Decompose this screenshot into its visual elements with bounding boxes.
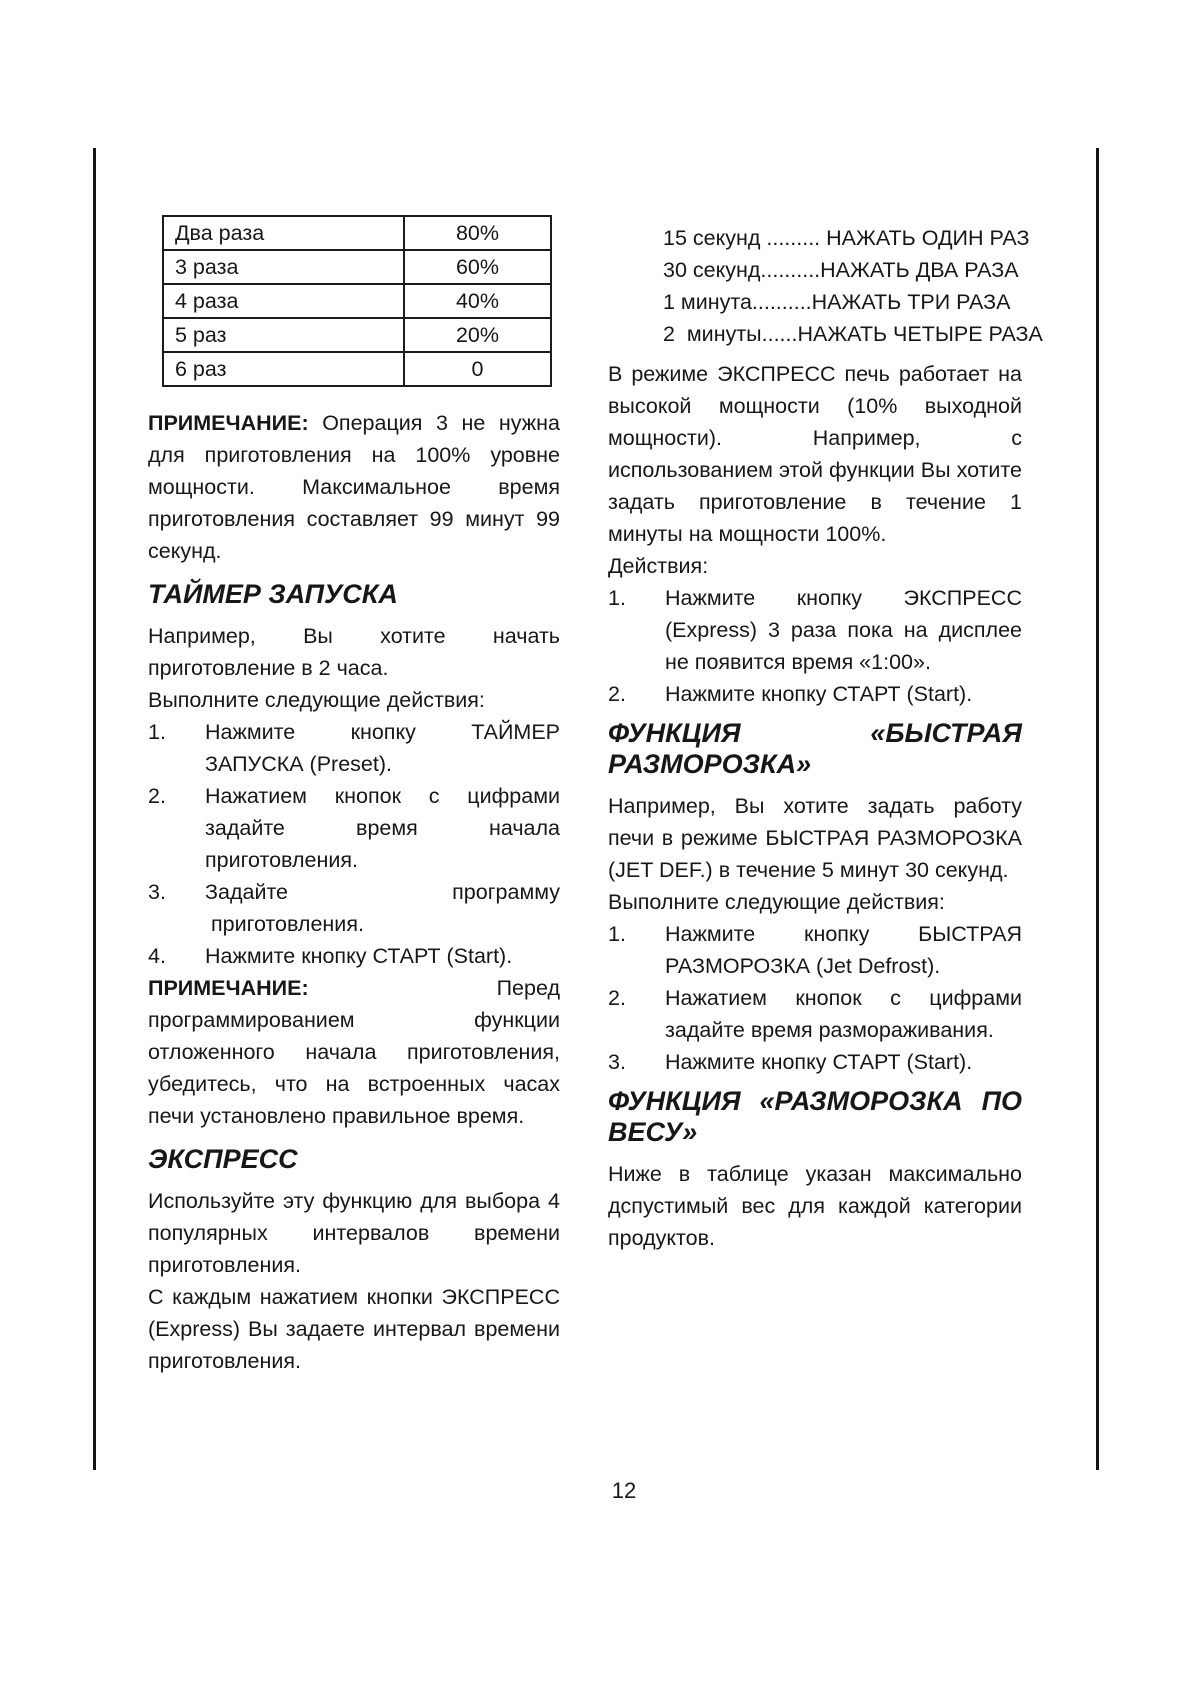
- table-row: [163, 352, 551, 386]
- list-item-text: Нажатием кнопок с цифрами задайте время размораживания.: [665, 986, 1022, 1042]
- heading-line: ФУНКЦИЯ «БЫСТРАЯ: [608, 718, 1022, 748]
- table-cell-value: 80%: [404, 216, 551, 250]
- table-cell-label: 4 раза: [163, 284, 404, 318]
- list-item: [608, 1046, 1022, 1078]
- list-item: [148, 780, 560, 876]
- table-cell-value: 20%: [404, 318, 551, 352]
- list-item: [608, 982, 1022, 1046]
- list-item: [148, 940, 560, 972]
- page-number: 12: [611, 1478, 637, 1503]
- table-cell-value: 0: [404, 352, 551, 386]
- paragraph: Например, Вы хотите начать приготовление в 2 часа.: [148, 624, 560, 680]
- list-item: [608, 582, 1022, 678]
- section-heading-express: ЭКСПРЕСС: [148, 1144, 298, 1174]
- express-time-line: 30 секунд..........НАЖАТЬ ДВА РАЗА: [663, 258, 1019, 282]
- list-item: [608, 678, 1022, 710]
- note-paragraph: [148, 407, 560, 567]
- heading-line: РАЗМОРОЗКА»: [608, 749, 812, 779]
- list-item-number: 1.: [608, 922, 626, 946]
- section-heading-jet-defrost: [608, 718, 1022, 780]
- paragraph: С каждым нажатием кнопки ЭКСПРЕСС (Express) Вы задаете интервал времени приготовления.: [148, 1285, 560, 1373]
- table-row: [163, 284, 551, 318]
- list-item-text: Нажмите кнопку ТАЙМЕР ЗАПУСКА (Preset).: [205, 720, 560, 776]
- left-column: [148, 200, 560, 1377]
- heading-line: ФУНКЦИЯ «РАЗМОРОЗКА ПО: [608, 1086, 1022, 1116]
- table-cell-label: Два раза: [163, 216, 404, 250]
- list-item-number: 2.: [148, 784, 166, 808]
- list-item-text: Нажмите кнопку БЫСТРАЯ РАЗМОРОЗКА (Jet Defrost).: [665, 922, 1022, 978]
- list-item-text: Задайте программу приготовления.: [205, 880, 560, 936]
- list-item-text: Нажмите кнопку СТАРТ (Start).: [205, 944, 513, 968]
- express-time-line: 1 минута..........НАЖАТЬ ТРИ РАЗА: [663, 290, 1011, 314]
- paragraph: Действия:: [608, 554, 709, 578]
- note-text: Операция 3 не нужна для приготовления на 100% уровне мощности. Максимальное время приготовления составляет 99 минут 99 секунд.: [148, 411, 560, 563]
- express-time-line: 15 секунд ......... НАЖАТЬ ОДИН РАЗ: [663, 226, 1030, 250]
- table-row: [163, 216, 551, 250]
- list-item: [608, 918, 1022, 982]
- table-row: [163, 250, 551, 284]
- list-item-text: Нажмите кнопку СТАРТ (Start).: [665, 1050, 973, 1074]
- paragraph: Выполните следующие действия:: [148, 688, 485, 712]
- express-power-table: [162, 215, 552, 387]
- right-page-border: [1096, 148, 1099, 1470]
- list-item-number: 3.: [608, 1050, 626, 1074]
- list-item-number: 3.: [148, 880, 166, 904]
- note-label: ПРИМЕЧАНИЕ:: [148, 976, 309, 1000]
- table-row: [163, 318, 551, 352]
- section-heading-preset-timer: ТАЙМЕР ЗАПУСКА: [148, 579, 398, 609]
- table-cell-value: 40%: [404, 284, 551, 318]
- table-cell-label: 3 раза: [163, 250, 404, 284]
- note-paragraph: [148, 972, 560, 1132]
- express-time-line: 2 минуты......НАЖАТЬ ЧЕТЫРЕ РАЗА: [663, 322, 1043, 346]
- list-item-number: 4.: [148, 944, 166, 968]
- table-cell-label: 5 раз: [163, 318, 404, 352]
- table-cell-value: 60%: [404, 250, 551, 284]
- list-item-number: 2.: [608, 986, 626, 1010]
- note-text: Перед программированием функции отложенного начала приготовления, убедитесь, что на встроенных часах печи установлено правильное время.: [148, 976, 560, 1128]
- left-page-border: [93, 148, 96, 1470]
- table-cell-label: 6 раз: [163, 352, 404, 386]
- right-column: [608, 222, 1043, 1254]
- paragraph: Используйте эту функцию для выбора 4 популярных интервалов времени приготовления.: [148, 1189, 560, 1277]
- section-heading-weight-defrost: [608, 1086, 1022, 1148]
- list-item: [148, 876, 560, 940]
- paragraph: Например, Вы хотите задать работу печи в режиме БЫСТРАЯ РАЗМОРОЗКА (JET DEF.) в течение 5 минут 30 секунд.: [608, 794, 1022, 882]
- list-item-number: 1.: [148, 720, 166, 744]
- paragraph: Выполните следующие действия:: [608, 890, 945, 914]
- list-item-number: 2.: [608, 682, 626, 706]
- list-item-text: Нажмите кнопку СТАРТ (Start).: [665, 682, 973, 706]
- note-label: ПРИМЕЧАНИЕ:: [148, 411, 309, 435]
- list-item-number: 1.: [608, 586, 626, 610]
- list-item-text: Нажмите кнопку ЭКСПРЕСС (Express) 3 раза пока на дисплее не появится время «1:00».: [665, 586, 1022, 674]
- paragraph: Ниже в таблице указан максимально дспустимый вес для каждой категории продуктов.: [608, 1162, 1022, 1250]
- list-item: [148, 716, 560, 780]
- list-item-text: Нажатием кнопок с цифрами задайте время начала приготовления.: [205, 784, 560, 872]
- heading-line: ВЕСУ»: [608, 1117, 698, 1147]
- paragraph: В режиме ЭКСПРЕСС печь работает на высокой мощности (10% выходной мощности). Например, с использованием этой функции Вы хотите задать приготовление в течение 1 минуты на мощности 100%.: [608, 362, 1022, 546]
